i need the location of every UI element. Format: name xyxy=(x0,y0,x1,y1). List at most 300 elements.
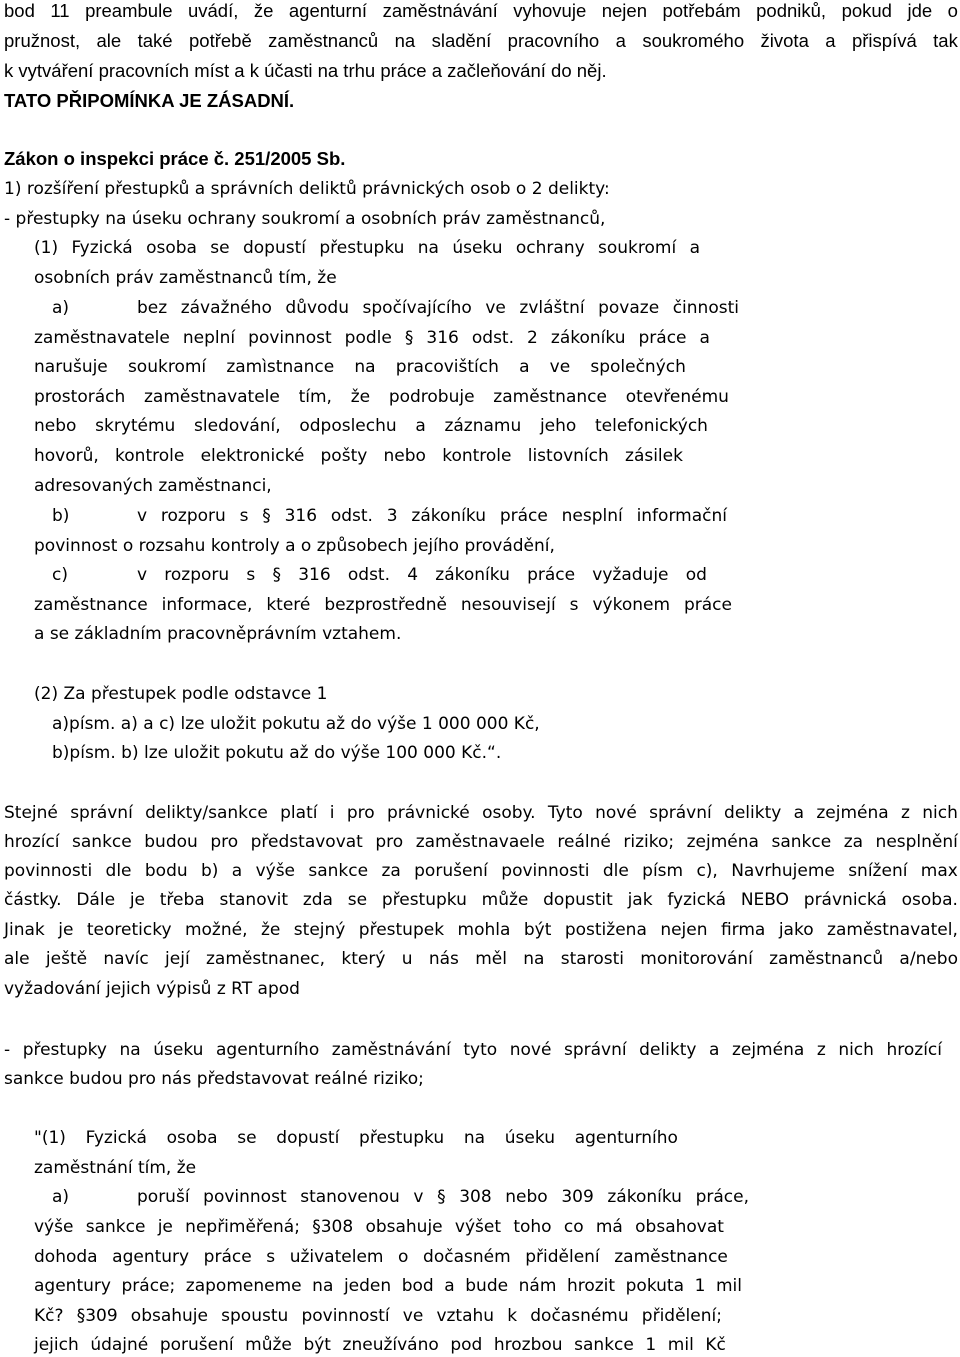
word: zvláštní xyxy=(519,298,585,318)
word: povinnosti xyxy=(501,861,590,881)
privacy-offences-heading: - přestupky na úseku ochrany soukromí a osobních práv zaměstnanců, xyxy=(4,209,606,229)
word: nám xyxy=(518,1276,557,1296)
word: přidělení; xyxy=(641,1306,722,1326)
word: zejména xyxy=(816,803,889,823)
word: soukromého xyxy=(642,30,745,51)
item-a-text xyxy=(34,389,729,406)
word: jako xyxy=(778,920,814,940)
word: dopustit xyxy=(543,890,613,910)
word: pošty xyxy=(320,446,368,466)
word: platí xyxy=(280,803,318,823)
word: fyzická xyxy=(667,890,727,910)
word: na xyxy=(463,1128,486,1148)
word: u xyxy=(401,949,413,969)
word: informační xyxy=(636,506,727,526)
word: nesplní xyxy=(561,506,623,526)
word: 4 xyxy=(407,565,419,585)
word: na xyxy=(312,1276,334,1296)
word: 316 xyxy=(284,506,318,526)
item-c-text xyxy=(137,567,707,584)
word: Kč xyxy=(705,1335,726,1355)
word: osoba xyxy=(166,1128,218,1148)
word: nepřiměřená; xyxy=(185,1217,300,1237)
word: telefonických xyxy=(595,416,708,436)
word: od xyxy=(685,565,707,585)
word: tyto xyxy=(463,1040,498,1060)
word: § xyxy=(272,565,281,585)
agency-item-a-text xyxy=(34,1337,726,1354)
word: se xyxy=(210,238,230,258)
word: prostorách xyxy=(34,387,126,407)
word: bod xyxy=(401,1276,434,1296)
word: nebo xyxy=(383,446,426,466)
word: otevřenému xyxy=(625,387,729,407)
word: zaměstnávání xyxy=(331,1040,451,1060)
word: povinnost xyxy=(248,328,332,348)
item-b-text xyxy=(137,508,727,525)
word: zaměstnance xyxy=(34,595,148,615)
word: o xyxy=(398,1247,409,1267)
word: které xyxy=(266,595,311,615)
word: nás xyxy=(428,949,459,969)
word: starosti xyxy=(560,949,624,969)
word: bude xyxy=(465,1276,509,1296)
intro-line: k vytváření pracovních míst a k účasti na trhu práce a začleňování do něj. xyxy=(4,60,607,81)
word: hrozící xyxy=(4,832,60,852)
word: ale xyxy=(96,30,122,51)
word: přispívá xyxy=(851,30,917,51)
word: se xyxy=(347,890,368,910)
word: že xyxy=(350,387,371,407)
comment-line xyxy=(4,892,958,909)
word: pracovního xyxy=(507,30,600,51)
word: dopustí xyxy=(276,1128,340,1148)
word: § xyxy=(262,506,271,526)
word: toho xyxy=(513,1217,552,1237)
word: nejen xyxy=(660,920,708,940)
word: potřebám xyxy=(662,0,741,21)
word: nové xyxy=(595,803,637,823)
agency-item-a-label: a) xyxy=(52,1187,70,1207)
agency-offences-heading: sankce budou pro nás představovat reálné riziko; xyxy=(4,1069,424,1089)
word: přestupku xyxy=(381,890,467,910)
word: dle xyxy=(602,861,629,881)
word: a xyxy=(444,1276,455,1296)
word: povinnosti xyxy=(4,861,93,881)
word: ochrany xyxy=(515,238,585,258)
word: hrozící xyxy=(886,1040,942,1060)
word: zaměstnavatele xyxy=(34,328,170,348)
word: práce xyxy=(499,506,548,526)
word: přidělení xyxy=(525,1247,600,1267)
word: přestupek xyxy=(358,920,445,940)
word: dohoda xyxy=(34,1247,98,1267)
word: který xyxy=(341,949,386,969)
word: 316 xyxy=(426,328,459,348)
word: Jinak xyxy=(4,920,45,940)
word: soukromí xyxy=(127,357,207,377)
word: Dále xyxy=(76,890,116,910)
word: obsahovat xyxy=(635,1217,724,1237)
word: odposlechu xyxy=(299,416,397,436)
item-a-text xyxy=(34,448,683,465)
word: §308 xyxy=(312,1217,354,1237)
word: zapomeneme xyxy=(185,1276,302,1296)
word: bod xyxy=(4,0,35,21)
agency-item-a-text xyxy=(137,1189,749,1206)
word: měl xyxy=(475,949,507,969)
word: 309 xyxy=(561,1187,594,1207)
word: zásilek xyxy=(625,446,683,466)
word: správní xyxy=(70,803,133,823)
word: a xyxy=(231,861,243,881)
word: zaměstnanců xyxy=(268,30,379,51)
word: může xyxy=(481,890,529,910)
word: hrozbou xyxy=(493,1335,563,1355)
word: stejný xyxy=(293,920,346,940)
word: povinnost xyxy=(203,1187,287,1207)
word: Stejné xyxy=(4,803,58,823)
agency-item-a-text xyxy=(34,1249,728,1266)
word: budou xyxy=(144,832,198,852)
item-a-text xyxy=(137,300,739,317)
word: Navrhujeme xyxy=(731,861,835,881)
word: možné, xyxy=(184,920,248,940)
word: a xyxy=(519,357,530,377)
intro-line xyxy=(4,32,958,51)
word: monitorování xyxy=(640,949,753,969)
agency-item-a-text xyxy=(34,1219,724,1236)
word: zda xyxy=(302,890,333,910)
word: delikty xyxy=(639,1040,697,1060)
word: listovních xyxy=(527,446,609,466)
word: činnosti xyxy=(672,298,739,318)
word: bez xyxy=(137,298,168,318)
comment-line xyxy=(4,951,958,968)
word: dočasnému xyxy=(530,1306,629,1326)
word: výkonem xyxy=(592,595,671,615)
word: stanovit xyxy=(219,890,289,910)
word: kontrole xyxy=(115,446,185,466)
word: 308 xyxy=(459,1187,492,1207)
word: na xyxy=(523,949,545,969)
word: práce xyxy=(527,565,576,585)
word: - xyxy=(4,1040,11,1060)
word: výše xyxy=(255,861,296,881)
word: povinností xyxy=(301,1306,390,1326)
word: agenturního xyxy=(574,1128,678,1148)
word: podrobuje xyxy=(388,387,475,407)
word: práce xyxy=(203,1247,252,1267)
word: důvodu xyxy=(285,298,349,318)
word: zákoníku xyxy=(435,565,510,585)
word: právnická xyxy=(803,890,887,910)
word: uvádí, xyxy=(187,0,239,21)
word: sankce xyxy=(308,861,369,881)
word: ve xyxy=(402,1306,424,1326)
word: jeden xyxy=(343,1276,392,1296)
word: života xyxy=(760,30,809,51)
word: a xyxy=(699,328,710,348)
word: a/nebo xyxy=(899,949,958,969)
paragraph-2-heading: (2) Za přestupek podle odstavce 1 xyxy=(34,684,328,704)
word: ale xyxy=(4,949,30,969)
word: a xyxy=(825,30,836,51)
word: 316 xyxy=(298,565,331,585)
word: se xyxy=(237,1128,257,1148)
word: na xyxy=(354,357,376,377)
word: sankce xyxy=(85,1217,146,1237)
word: Tyto xyxy=(547,803,583,823)
word: snížení xyxy=(848,861,908,881)
word: práce xyxy=(683,595,732,615)
word: může xyxy=(245,1335,292,1355)
word: že xyxy=(260,920,281,940)
word: zaměstnavaele xyxy=(415,832,545,852)
word: jak xyxy=(627,890,653,910)
word: práce; xyxy=(121,1276,176,1296)
word: informace, xyxy=(161,595,253,615)
word: § xyxy=(404,328,414,348)
word: s xyxy=(239,506,249,526)
word: zákoníku xyxy=(607,1187,682,1207)
word: povaze xyxy=(598,298,660,318)
word: rozporu xyxy=(164,565,230,585)
word: mohla xyxy=(457,920,511,940)
word: zaměstnanec, xyxy=(206,949,326,969)
word: ještě xyxy=(45,949,88,969)
word: bezprostředně xyxy=(324,595,447,615)
word: hovorů, xyxy=(34,446,99,466)
word: správní xyxy=(563,1040,627,1060)
word: vztahu xyxy=(436,1306,495,1326)
paragraph-1-line: osobních práv zaměstnanců tím, že xyxy=(34,268,337,288)
word: poruší xyxy=(137,1187,190,1207)
agency-paragraph-1-line: zaměstnání tím, že xyxy=(34,1158,197,1178)
word: pracovištích xyxy=(395,357,499,377)
word: obsahuje xyxy=(365,1217,443,1237)
word: že xyxy=(253,0,274,21)
word: částky. xyxy=(4,890,62,910)
section-heading: Zákon o inspekci práce č. 251/2005 Sb. xyxy=(4,148,346,169)
word: a xyxy=(708,1040,720,1060)
item-b-text: povinnost o rozsahu kontroly a o způsobech jejího provádění, xyxy=(34,536,555,556)
word: hrozit xyxy=(566,1276,616,1296)
word: v xyxy=(137,565,148,585)
word: agentury xyxy=(34,1276,111,1296)
agency-paragraph-1-line xyxy=(34,1130,678,1147)
word: na xyxy=(119,1040,141,1060)
item-a-text xyxy=(34,330,710,347)
word: sankce xyxy=(72,832,132,852)
word: osoby. xyxy=(482,803,536,823)
word: 1 xyxy=(694,1276,706,1296)
word: c), xyxy=(696,861,718,881)
word: na xyxy=(417,238,439,258)
word: společných xyxy=(590,357,686,377)
word: Fyzická xyxy=(85,1128,147,1148)
word: pokuta xyxy=(625,1276,685,1296)
word: k xyxy=(507,1306,518,1326)
word: práce xyxy=(638,328,687,348)
word: zamìstnance xyxy=(226,357,335,377)
word: sledování, xyxy=(194,416,281,436)
word: za xyxy=(381,861,401,881)
word: zaměstnavatele xyxy=(144,387,280,407)
word: Kč? xyxy=(34,1306,64,1326)
agency-offences-heading xyxy=(4,1042,942,1059)
word: zejména xyxy=(686,832,759,852)
word: úseku xyxy=(153,1040,204,1060)
word: osoba. xyxy=(901,890,958,910)
word: § xyxy=(437,1187,446,1207)
word: a xyxy=(689,238,700,258)
word: výše xyxy=(34,1217,74,1237)
word: zneužíváno xyxy=(342,1335,439,1355)
word: narušuje xyxy=(34,357,108,377)
word: v xyxy=(413,1187,424,1207)
word: a xyxy=(793,803,805,823)
word: správní xyxy=(649,803,712,823)
agency-item-a-text xyxy=(34,1278,742,1295)
word: zaměstnance xyxy=(614,1247,728,1267)
word: sladění xyxy=(431,30,492,51)
word: v xyxy=(137,506,148,526)
word: nesouvisejí xyxy=(460,595,556,615)
word: být xyxy=(523,920,552,940)
word: max xyxy=(920,861,958,881)
word: preambule xyxy=(85,0,173,21)
word: elektronické xyxy=(200,446,305,466)
comment-line xyxy=(4,834,958,851)
word: ve xyxy=(485,298,506,318)
item-c-label: c) xyxy=(52,565,68,585)
word: představovat xyxy=(250,832,363,852)
word: osoba xyxy=(146,238,197,258)
word: úseku xyxy=(504,1128,555,1148)
word: práce, xyxy=(695,1187,749,1207)
word: pokud xyxy=(841,0,892,21)
word: nové xyxy=(509,1040,552,1060)
word: zaměstnanců xyxy=(769,949,884,969)
word: obsahuje xyxy=(130,1306,208,1326)
word: 2 xyxy=(527,328,538,348)
word: NEBO xyxy=(740,890,790,910)
item-a-label: a) xyxy=(52,298,70,318)
word: soukromí xyxy=(598,238,677,258)
comment-line: vyžadování jejich výpisů z RT apod xyxy=(4,979,300,999)
word: spoustu xyxy=(221,1306,289,1326)
word: agenturního xyxy=(215,1040,320,1060)
word: zákoníku xyxy=(550,328,626,348)
word: s xyxy=(246,565,256,585)
word: i xyxy=(329,803,335,823)
word: z xyxy=(816,1040,826,1060)
word: porušení xyxy=(414,861,488,881)
agency-item-a-text xyxy=(34,1308,722,1325)
word: dopustí xyxy=(242,238,306,258)
item-a-text xyxy=(34,418,708,435)
word: pro xyxy=(210,832,239,852)
word: firma xyxy=(720,920,766,940)
word: být xyxy=(303,1335,331,1355)
word: přestupku xyxy=(359,1128,445,1148)
word: pod xyxy=(450,1335,483,1355)
word: dle xyxy=(105,861,132,881)
word: pružnost, xyxy=(4,30,81,51)
word: vyhovuje xyxy=(513,0,587,21)
word: sankce xyxy=(771,832,832,852)
word: jejich xyxy=(34,1335,79,1355)
word: potřebě xyxy=(189,30,252,51)
word: bodu xyxy=(144,861,188,881)
word: stanovenou xyxy=(300,1187,400,1207)
item-a-text: adresovaných zaměstnanci, xyxy=(34,476,272,496)
word: 11 xyxy=(50,0,70,21)
word: nesplnění xyxy=(875,832,958,852)
word: uživatelem xyxy=(289,1247,384,1267)
paragraph-2-item-a: a)písm. a) a c) lze uložit pokutu až do výše 1 000 000 Kč, xyxy=(52,714,540,734)
word: postižena xyxy=(564,920,647,940)
word: je xyxy=(129,890,145,910)
word: zaměstnávání xyxy=(382,0,498,21)
item-1: 1) rozšíření přestupků a správních deliktů právnických osob o 2 delikty: xyxy=(4,179,610,199)
word: závažného xyxy=(180,298,272,318)
word: tím, xyxy=(298,387,332,407)
word: "(1) xyxy=(34,1128,66,1148)
word: delikty xyxy=(724,803,782,823)
word: Fyzická xyxy=(71,238,133,258)
word: pro xyxy=(346,803,375,823)
word: teoreticky xyxy=(86,920,172,940)
word: z xyxy=(901,803,910,823)
word: je xyxy=(58,920,74,940)
item-b-label: b) xyxy=(52,506,70,526)
word: skrytému xyxy=(95,416,176,436)
word: zaměstnance xyxy=(493,387,607,407)
paragraph-2-item-b: b)písm. b) lze uložit pokutu až do výše 100 000 Kč.“. xyxy=(52,743,502,763)
word: b) xyxy=(201,861,219,881)
word: výšet xyxy=(454,1217,502,1237)
word: nejen xyxy=(601,0,647,21)
word: nebo xyxy=(34,416,77,436)
word: podle xyxy=(344,328,392,348)
word: spočívajícího xyxy=(362,298,472,318)
word: úseku xyxy=(452,238,503,258)
word: s xyxy=(266,1247,276,1267)
word: kontrole xyxy=(442,446,512,466)
word: také xyxy=(137,30,173,51)
word: agentury xyxy=(112,1247,190,1267)
word: neplní xyxy=(182,328,236,348)
word: na xyxy=(394,30,416,51)
item-c-text xyxy=(34,597,732,614)
word: zaměstnavatel, xyxy=(827,920,958,940)
word: odst. xyxy=(347,565,390,585)
fundamental-remark: TATO PŘIPOMÍNKA JE ZÁSADNÍ. xyxy=(4,90,295,111)
word: odst. xyxy=(330,506,373,526)
word: záznamu xyxy=(444,416,522,436)
word: právnické xyxy=(386,803,470,823)
word: přestupku xyxy=(319,238,405,258)
word: agenturní xyxy=(288,0,368,21)
word: jeho xyxy=(539,416,577,436)
word: odst. xyxy=(471,328,514,348)
word: a xyxy=(415,416,426,436)
word: za xyxy=(843,832,864,852)
word: přestupky xyxy=(22,1040,107,1060)
comment-line xyxy=(4,863,958,880)
